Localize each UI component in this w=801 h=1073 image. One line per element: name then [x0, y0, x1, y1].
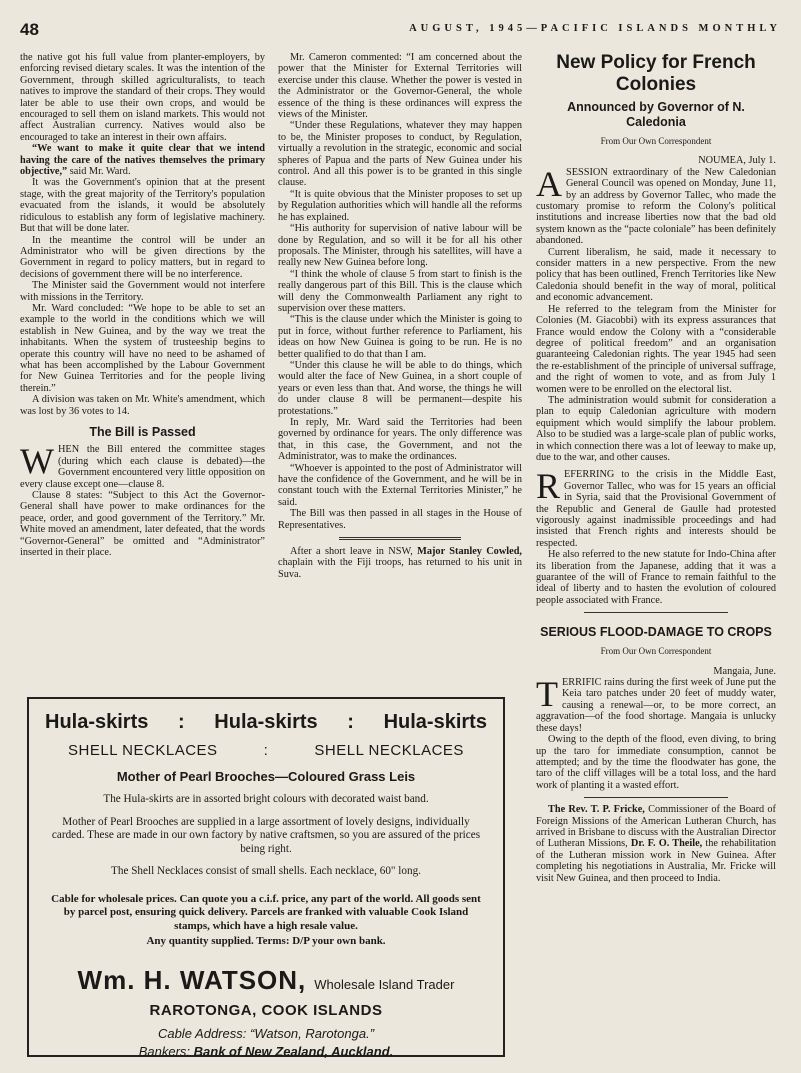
paragraph: The Bill was then passed in all stages in the House of Representatives.	[278, 508, 522, 531]
paragraph: In the meantime the control will be under an Administrator who will be given directions by the Government in regard to policy matters, but in regard to decisions of government there will be no interference.	[20, 234, 265, 280]
page-number: 48	[20, 20, 39, 39]
advertiser-name: Wm. H. WATSON,	[77, 964, 307, 995]
ad-headline-row	[45, 711, 487, 734]
ad-text: Mother of Pearl Brooches are supplied in a large assortment of lovely designs, individually carded. These are made in our own factory by native craftsmen, so you are assured of the prices being right.	[51, 815, 481, 855]
paragraph: Current liberalism, he said, made it necessary to consider matters in a new perspective. From the new policy that has been outlined, French Territories like New Caledonia should benefit in the way of moral, political and economic advancement.	[536, 246, 776, 304]
paragraph: In reply, Mr. Ward said the Territories had been governed by ordinance for years. The only difference was that, in this case, the Government, and not the Administrator, was to make the ordinances.	[278, 417, 522, 463]
separator: :	[178, 711, 185, 733]
article-subtitle: Announced by Governor of N. Caledonia	[567, 100, 745, 129]
cable-address	[45, 1026, 487, 1041]
dropcap: A	[536, 163, 562, 204]
note-start: After a short leave in NSW,	[290, 546, 418, 558]
paragraph: Owing to the depth of the flood, even diving, to bring up the taro for immediate consumption, cannot be attempted; and by the time the floodwater has gone, the taro of the cliff villages will be a total loss, and the hard work of planting it a wasted effort.	[536, 734, 776, 791]
paragraph: Mr. Cameron commented: “I am concerned about the power that the Minister for External Territories will exercise under this clause. Whether the power is vested in the Administrator or the Governor-General, the whole essence of the thing is these ordinances will express the views of the Minister.	[278, 52, 522, 121]
paragraph: “Whoever is appointed to the post of Administrator will have the confidence of the Government, and he will be in constant touch with the External Territories Minister,” he said.	[278, 462, 522, 508]
note-bold: The Rev. T. P. Fricke,	[548, 804, 645, 816]
advertisement	[27, 697, 505, 1057]
advertiser-location: RAROTONGA, COOK ISLANDS	[149, 1001, 383, 1019]
ad-headline: Hula-skirts	[45, 711, 149, 733]
news-note	[278, 546, 522, 580]
cable-label: Cable Address:	[157, 1025, 247, 1041]
divider	[339, 537, 461, 540]
cable-value: “Watson, Rarotonga.”	[249, 1025, 375, 1041]
paragraph-text: ERRIFIC rains during the first week of June put the Keia taro patches under 20 feet of muddy water, causing a renewal—or, to be more correct, an aggravation—of the food shortage. Mangaia is unlucky these days!	[536, 677, 776, 734]
ad-terms: Any quantity supplied. Terms: D/P your own bank.	[146, 935, 386, 947]
paragraph-text: SESSION extraordinary of the New Caledonian General Council was opened on Monday, June 11, by an address by Governor Tallec, who made the customary promise to reform the Colony's political institutions and increase liberties now that the bad old system known as the “pacte coloniale” has been definitely abandoned.	[536, 166, 776, 247]
dateline: NOUMEA, July 1.	[698, 155, 776, 167]
paragraph: the native got his full value from planter-employers, by enforcing revised dietary scales. It was the intention of the Government, through skilled agriculturalists, to teach natives to improve the standard of their crops. They would later be able to use their own crops, and would be encouraged to sell them on island markets. This would not affect Australian currency. Natives would also be encouraged to take an interest in their own affairs.	[20, 52, 265, 143]
paragraph: The Minister said the Government would not interfere with missions in the Territory.	[20, 280, 265, 303]
paragraph-text: HEN the Bill entered the committee stages (during which each clause is debated)—the Government encountered very little opposition on every clause except one—clause 8.	[20, 444, 265, 490]
divider	[584, 797, 728, 798]
ad-headline: Hula-skirts	[214, 711, 318, 733]
bankers	[45, 1044, 487, 1059]
separator: :	[347, 711, 354, 733]
ad-subheadline: SHELL NECKLACES	[68, 742, 218, 759]
paragraph: “His authority for supervision of native labour will be done by Regulation, and so will it be for all his other proposals. The Minister, through his satellites, will have a really new New Guinea before long.	[278, 223, 522, 269]
byline: From Our Own Correspondent	[600, 136, 712, 146]
bankers-label: Bankers:	[138, 1043, 191, 1059]
separator: :	[263, 742, 269, 759]
note-text: Commissioner of the Board of Foreign Missions of the American Lutheran Church, has arrived in Brisbane to discuss with the Australian Director of Lutheran Missions,	[536, 804, 776, 850]
advertiser-trade: Wholesale Island Trader	[314, 976, 455, 992]
paragraph: He also referred to the new statute for Indo-China after its liberation from the Japanese, adding that it was a guarantee of the will of France to remain faithful to the ideal of liberty and to hasten the evolution of coloured people associated with France.	[536, 549, 776, 606]
column-2	[278, 52, 522, 580]
byline: From Our Own Correspondent	[600, 646, 712, 657]
dateline: Mangaia, June.	[713, 665, 776, 677]
note-text: the rehabilitation of the Lutheran mission work in New Guinea. After completing his negotiations in Australia, Mr. Fricke will visit New Guinea, and then proceed to India.	[536, 838, 776, 884]
paragraph-text: EFERRING to the crisis in the Middle East, Governor Tallec, who was for 15 years an official in Syria, said that the Provisional Government of the Republic and General de Gaulle had protested vigorously against inadmissible proceedings and had insisted that French rights and interests should be respected.	[536, 469, 776, 549]
masthead: AUGUST, 1945—PACIFIC ISLANDS MONTHLY	[409, 23, 781, 34]
dropcap: T	[536, 674, 558, 715]
paragraph: “Under these Regulations, whatever they may happen to be, the Minister proposes to conduct, by Regulation, virtually a revolution in the strategic, economic and social spheres of Papua and the parts of New Guinea under his control. And all this power is to be granted in this single clause.	[278, 120, 522, 189]
paragraph: “I think the whole of clause 5 from start to finish is the really dangerous part of this Bill. This is the clause which will deny the Commonwealth Parliament any right to supervision over these matters.	[278, 268, 522, 314]
bankers-value: Bank of New Zealand, Auckland.	[193, 1043, 394, 1059]
ad-text: The Hula-skirts are in assorted bright colours with decorated waist band.	[103, 793, 429, 805]
paragraph: “It is quite obvious that the Minister proposes to set up by Regulation authorities which will handle all the reforms he has explained.	[278, 188, 522, 223]
paragraph: He referred to the telegram from the Minister for Colonies (M. Giacobbi) with its express assurances that France would endow the Colony with a “considerable degree of political freedom” and an organisation guaranteeing Caledonian rights. The year 1945 had seen the re-establishment of the principle of universal suffrage, and the right of women to vote, and as from July 1 women were to be enrolled on the electoral list.	[536, 303, 776, 395]
quote-paragraph	[20, 143, 265, 177]
divider	[584, 612, 728, 613]
paragraph: Mr. Ward concluded: “We hope to be able to set an example to the world in the conditions which we will establish in New Guinea, and by the way we treat the inhabitants. When the system of trusteeship begins to operate this country will have no need to be ashamed of what has been accomplished by the Labour Government for New Guinea Territories and for the people living therein.”	[20, 302, 265, 394]
advertiser-name-row	[45, 965, 487, 996]
paragraph: “This is the clause under which the Minister is going to put in force, without further reference to Parliament, his ideas on how New Guinea is going to be run. He is no better qualified to do that than I am.	[278, 314, 522, 360]
dropcap: R	[536, 466, 561, 507]
paragraph: It was the Government's opinion that at the present stage, with the great majority of the Territory's population evacuated from the islands, it would be absolutely ridiculous to establish any form of legislative machinery. But that will be done later.	[20, 177, 265, 235]
ad-subheadline-row	[45, 742, 487, 759]
note-bold: Dr. F. O. Theile,	[630, 838, 703, 850]
ad-tagline: Mother of Pearl Brooches—Coloured Grass Leis	[116, 769, 416, 784]
section-heading: The Bill is Passed	[89, 425, 196, 439]
paragraph: The administration would submit for consideration a plan to equip Caledonian agriculture with modern equipment which would simplify the labour problem. Also to be studied was a large-scale plan of public works, in which connection there was a lot of leeway to make up, due to the war, and other causes.	[536, 394, 776, 463]
paragraph: “Under this clause he will be able to do things, which would alter the face of New Guinea, in a short couple of years or even less than that. And worse, the things he will do under clause 8 will be permanent—despite his protestations.”	[278, 359, 522, 417]
quote-rest: said Mr. Ward.	[67, 166, 131, 178]
note-bold: Major Stanley Cowled,	[417, 546, 522, 558]
ad-terms: Cable for wholesale prices. Can quote you a c.i.f. price, any part of the world. All goods sent by parcel post, ensuring quick delivery. Parcels are franked with valuable Cook Island stamps, which have a high resale value.	[51, 892, 481, 932]
article-title: SERIOUS FLOOD-DAMAGE TO CROPS	[540, 625, 772, 640]
column-3	[536, 52, 776, 884]
dropcap-paragraph	[20, 441, 265, 490]
dropcap-paragraph	[536, 163, 776, 247]
ad-subheadline: SHELL NECKLACES	[314, 742, 464, 759]
quote-bold: “We want to make it quite clear that we intend having the care of the natives themselves the primary objective,”	[20, 143, 265, 178]
news-note	[536, 804, 776, 884]
dropcap: W	[20, 441, 54, 482]
paragraph: Clause 8 states: “Subject to this Act the Governor-General shall have power to make ordinances for the peace, order, and good government of the Territory.” Mr. White moved an amendment, later defeated, that the words “Governor-General” be omitted and “Administrator” inserted in their place.	[20, 490, 265, 559]
page-header	[20, 18, 781, 40]
paragraph: A division was taken on Mr. White's amendment, which was lost by 36 votes to 14.	[20, 394, 265, 417]
ad-text: The Shell Necklaces consist of small shells. Each necklace, 60" long.	[111, 865, 421, 877]
ad-headline: Hula-skirts	[383, 711, 487, 733]
note-end: chaplain with the Fiji troops, has returned to his unit in Suva.	[278, 557, 522, 580]
dropcap-paragraph	[536, 674, 776, 734]
article-title: New Policy for French Colonies	[556, 52, 756, 95]
dropcap-paragraph	[536, 466, 776, 549]
column-1	[20, 52, 265, 558]
